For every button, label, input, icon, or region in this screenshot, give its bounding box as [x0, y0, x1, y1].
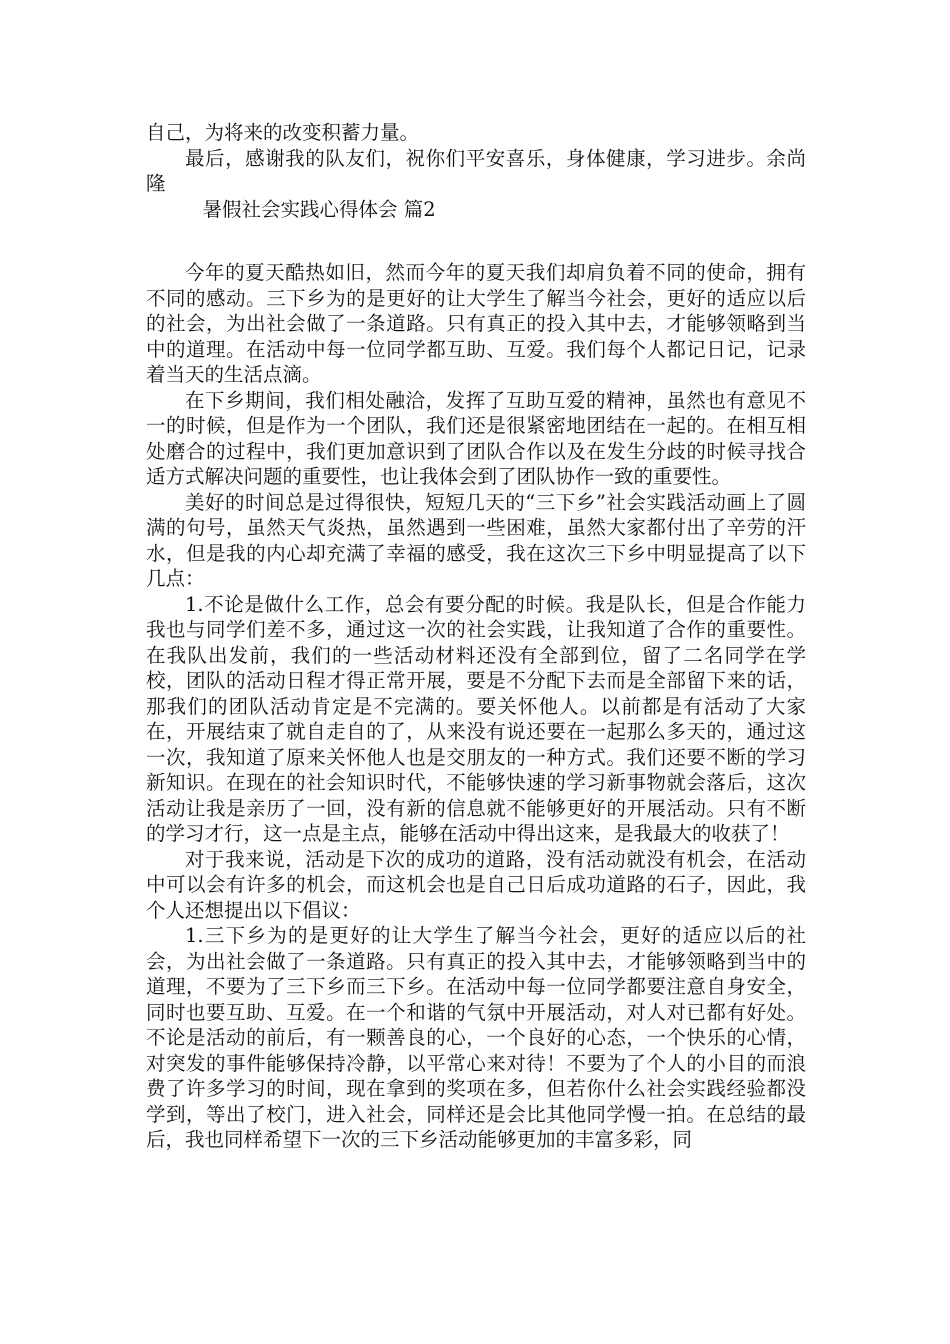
paragraph-opportunity: 对于我来说，活动是下次的成功的道路，没有活动就没有机会，在活动中可以会有许多的机会，而这机会也是自己日后成功道路的石子，因此，我个人还想提出以下倡议：	[146, 847, 806, 922]
paragraph-teamwork: 在下乡期间，我们相处融洽，发挥了互助互爱的精神，虽然也有意见不一的时候，但是作为一个团队，我们还是很紧密地团结在一起的。在相互相处磨合的过程中，我们更加意识到了团队合作以及在发生分歧的时候寻找合适方式解决问题的重要性，也让我体会到了团队协作一致的重要性。	[146, 388, 806, 488]
paragraph-point-1: 1.不论是做什么工作，总会有要分配的时候。我是队长，但是合作能力我也与同学们差不多，通过这一次的社会实践，让我知道了合作的重要性。在我队出发前，我们的一些活动材料还没有全部到位，留了二名同学在学校，团队的活动日程才得正常开展，要是不分配下去而是全部留下来的话，那我们的团队活动肯定是不完满的。要关怀他人。以前都是有活动了大家在，开展结束了就自走自的了，从来没有说还要在一起那么多天的，通过这一次，我知道了原来关怀他人也是交朋友的一种方式。我们还要不断的学习新知识。在现在的社会知识时代，不能够快速的学习新事物就会落后，这次活动让我是亲历了一回，没有新的信息就不能够更好的开展活动。只有不断的学习才行，这一点是主点，能够在活动中得出这来，是我最大的收获了！	[146, 592, 806, 845]
paragraph-time: 美好的时间总是过得很快，短短几天的“三下乡”社会实践活动画上了圆满的句号，虽然天气炎热，虽然遇到一些困难，虽然大家都付出了辛劳的汗水，但是我的内心却充满了幸福的感受，我在这次三下乡中明显提高了以下几点：	[146, 490, 806, 590]
section-spacer	[146, 222, 806, 260]
paragraph-thanks: 最后，感谢我的队友们，祝你们平安喜乐，身体健康，学习进步。余尚隆	[146, 146, 806, 195]
paragraph-continuation: 自己，为将来的改变积蓄力量。	[146, 121, 420, 144]
paragraph-proposal-1: 1.三下乡为的是更好的让大学生了解当今社会，更好的适应以后的社会，为出社会做了一条道路。只有真正的投入其中去，才能够领略到当中的道理，不要为了三下乡而三下乡。在活动中每一位同学都要注意自身安全，同时也要互助、互爱。在一个和谐的气氛中开展活动，对人对已都有好处。不论是活动的前后，有一颗善良的心，一个良好的心态，一个快乐的心情，对突发的事件能够保持冷静，以平常心来对待！不要为了个人的小目的而浪费了许多学习的时间，现在拿到的奖项在多，但若你什么社会实践经验都没学到，等出了校门，进入社会，同样还是会比其他同学慢一拍。在总结的最后，我也同样希望下一次的三下乡活动能够更加的丰富多彩，同	[146, 924, 806, 1151]
document-body	[146, 120, 806, 1153]
paragraph-summer: 今年的夏天酷热如旧，然而今年的夏天我们却肩负着不同的使命，拥有不同的感动。三下乡为的是更好的让大学生了解当今社会，更好的适应以后的社会，为出社会做了一条道路。只有真正的投入其中去，才能够领略到当中的道理。在活动中每一位同学都互助、互爱。我们每个人都记日记，记录着当天的生活点滴。	[146, 261, 806, 386]
section-heading: 暑假社会实践心得体会 篇2	[202, 197, 436, 221]
